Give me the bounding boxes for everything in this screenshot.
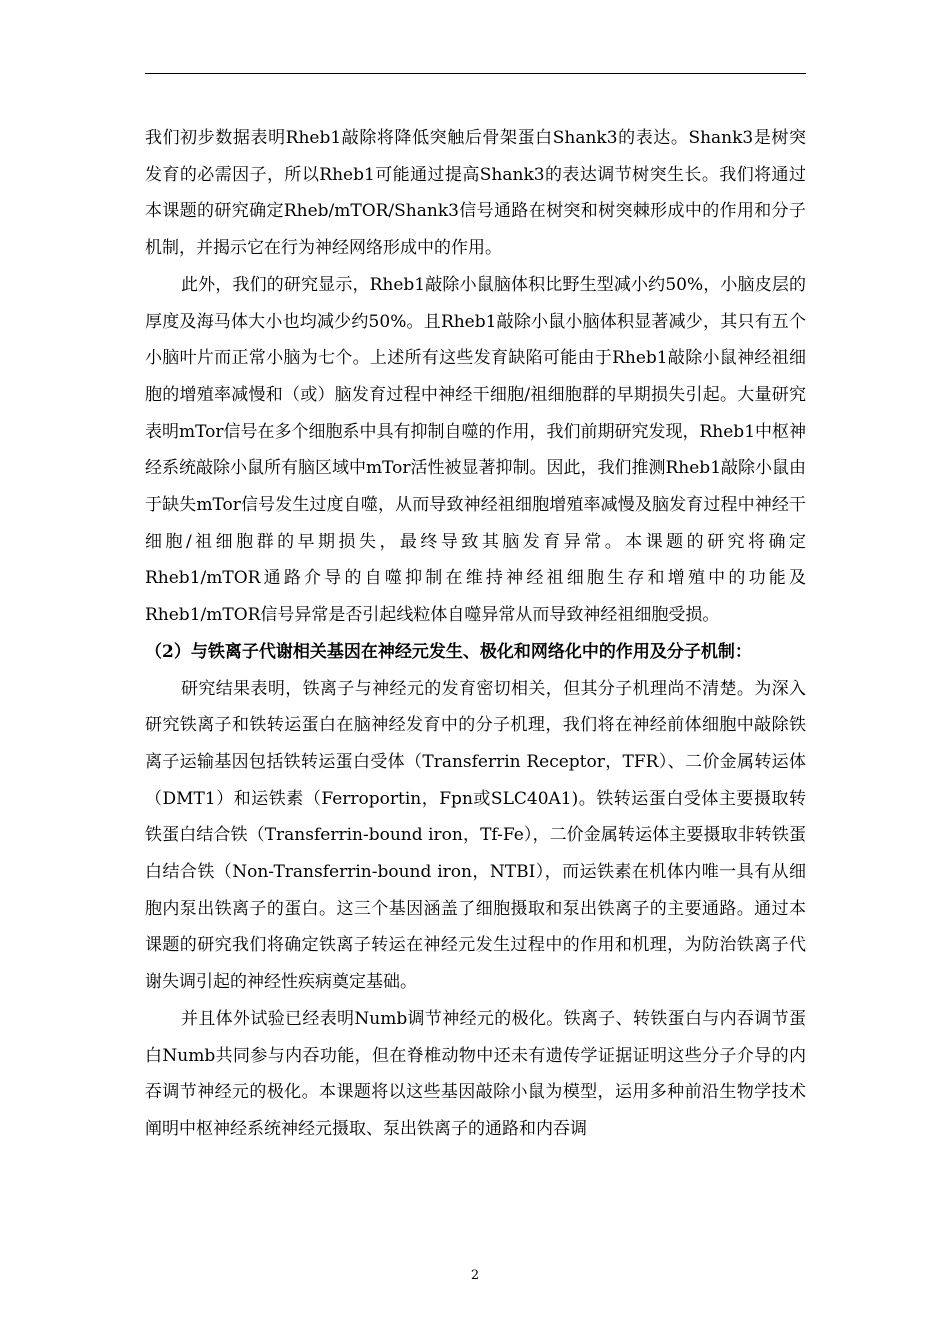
- page-number: 2: [470, 1268, 480, 1283]
- paragraph-rheb1-brain-volume: 此外，我们的研究显示，Rheb1敲除小鼠脑体积比野生型减小约50%，小脑皮层的厚度及海马体大小也均减少约50%。且Rheb1敲除小鼠小脑体积显著减少，其只有五个小脑叶片而正常小脑为七个。上述所有这些发育缺陷可能由于Rheb1敲除小鼠神经祖细胞的增殖率减慢和（或）脑发育过程中神经干细胞/祖细胞群的早期损失引起。大量研究表明mTor信号在多个细胞系中具有抑制自噬的作用，我们前期研究发现，Rheb1中枢神经系统敲除小鼠所有脑区域中mTor活性被显著抑制。因此，我们推测Rheb1敲除小鼠由于缺失mTor信号发生过度自噬，从而导致神经祖细胞增殖率减慢及脑发育过程中神经干细胞/祖细胞群的早期损失，最终导致其脑发育异常。本课题的研究将确定Rheb1/mTOR通路介导的自噬抑制在维持神经祖细胞生存和增殖中的功能及Rheb1/mTOR信号异常是否引起线粒体自噬异常从而导致神经祖细胞受损。: [145, 274, 807, 626]
- header-rule: [145, 73, 806, 74]
- paragraph-iron-transport: 研究结果表明，铁离子与神经元的发育密切相关，但其分子机理尚不清楚。为深入研究铁离子和铁转运蛋白在脑神经发育中的分子机理，我们将在神经前体细胞中敲除铁离子运输基因包括铁转运蛋白受体（Transferrin Receptor，TFR）、二价金属转运体（DMT1）和运铁素（Ferroportin，Fpn或SLC40A1)。铁转运蛋白受体主要摄取转铁蛋白结合铁（Transferrin-bound iron，Tf-Fe），二价金属转运体主要摄取非转铁蛋白结合铁（Non-Transferrin-bound iron，NTBI），而运铁素在机体内唯一具有从细胞内泵出铁离子的蛋白。这三个基因涵盖了细胞摄取和泵出铁离子的主要通路。通过本课题的研究我们将确定铁离子转运在神经元发生过程中的作用和机理，为防治铁离子代谢失调引起的神经性疾病奠定基础。: [145, 678, 806, 993]
- paragraph-shank3: 我们初步数据表明Rheb1敲除将降低突触后骨架蛋白Shank3的表达。Shank3是树突发育的必需因子，所以Rheb1可能通过提高Shank3的表达调节树突生长。我们将通过本课题的研究确定Rheb/mTOR/Shank3信号通路在树突和树突棘形成中的作用和分子机制，并揭示它在行为神经网络形成中的作用。: [145, 128, 806, 259]
- section-heading-iron-metabolism: （2）与铁离子代谢相关基因在神经元发生、极化和网络化中的作用及分子机制：: [145, 641, 752, 662]
- paragraph-numb-polarization: 并且体外试验已经表明Numb调节神经元的极化。铁离子、转铁蛋白与内吞调节蛋白Numb共同参与内吞功能，但在脊椎动物中还未有遗传学证据证明这些分子介导的内吞调节神经元的极化。本课题将以这些基因敲除小鼠为模型，运用多种前沿生物学技术阐明中枢神经系统神经元摄取、泵出铁离子的通路和内吞调: [145, 1008, 806, 1139]
- document-body: [145, 120, 806, 1148]
